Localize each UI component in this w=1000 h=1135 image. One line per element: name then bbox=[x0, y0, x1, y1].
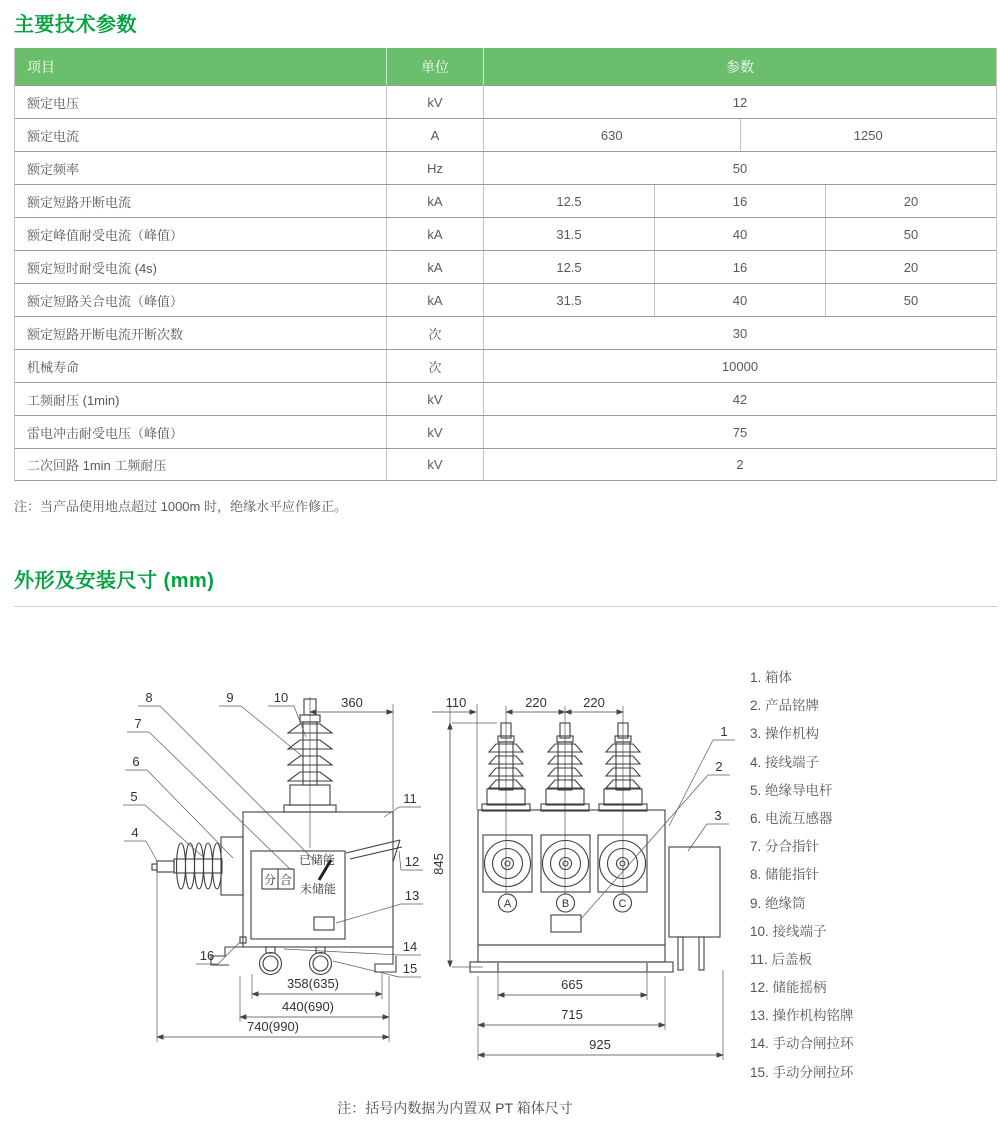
row-value: 1250 bbox=[740, 119, 997, 151]
row-unit: kV bbox=[386, 383, 484, 415]
legend-item: 3. 操作机构 bbox=[750, 726, 820, 742]
phase-a: A bbox=[503, 898, 512, 910]
row-value: 50 bbox=[825, 218, 996, 250]
table-row bbox=[15, 283, 996, 316]
product-nameplate bbox=[551, 915, 581, 932]
row-value: 50 bbox=[825, 284, 996, 316]
col-header-unit: 单位 bbox=[386, 48, 484, 85]
row-unit: kA bbox=[386, 284, 484, 316]
legend-item: 10. 接线端子 bbox=[750, 923, 827, 939]
table-note: 注：当产品使用地点超过 1000m 时，绝缘水平应作修正。 bbox=[14, 499, 347, 514]
right-drawing bbox=[431, 695, 735, 1060]
charging-handle bbox=[346, 840, 402, 862]
row-item: 额定峰值耐受电流（峰值） bbox=[27, 227, 184, 243]
row-value: 30 bbox=[732, 325, 748, 341]
row-item: 工频耐压 (1min) bbox=[27, 392, 120, 408]
col-header-item: 项目 bbox=[27, 58, 55, 75]
row-value: 75 bbox=[732, 424, 748, 440]
section-title-dimensions: 外形及安装尺寸 (mm) bbox=[14, 570, 215, 592]
row-value: 16 bbox=[654, 251, 825, 283]
open-label: 分 bbox=[263, 873, 277, 887]
row-value: 42 bbox=[732, 391, 748, 407]
row-item: 额定电流 bbox=[27, 128, 80, 144]
dim-845: 845 bbox=[431, 853, 446, 875]
callout-1: 1 bbox=[720, 724, 728, 739]
row-value: 40 bbox=[654, 284, 825, 316]
callout-8: 8 bbox=[145, 690, 153, 705]
legend-item: 13. 操作机构铭牌 bbox=[750, 1008, 854, 1024]
table-row bbox=[15, 349, 996, 382]
callout-5: 5 bbox=[130, 789, 138, 804]
base-plate bbox=[470, 962, 673, 972]
row-value: 12 bbox=[732, 94, 748, 110]
row-unit: A bbox=[386, 119, 484, 151]
table-row bbox=[15, 151, 996, 184]
row-value: 40 bbox=[654, 218, 825, 250]
dim-220-1: 220 bbox=[525, 695, 547, 710]
table-header-row bbox=[15, 48, 996, 85]
dim-740: 740(990) bbox=[246, 1019, 300, 1034]
operating-mechanism bbox=[669, 847, 720, 970]
row-value: 31.5 bbox=[556, 226, 582, 242]
dim-925: 925 bbox=[589, 1037, 611, 1052]
callout-10: 10 bbox=[273, 690, 289, 705]
legend-item: 6. 电流互感器 bbox=[750, 810, 833, 826]
row-unit: kA bbox=[386, 251, 484, 283]
table-row bbox=[15, 448, 996, 481]
phase-c: C bbox=[618, 898, 627, 910]
callout-12: 12 bbox=[404, 854, 420, 869]
section-title-tech-params: 主要技术参数 bbox=[14, 14, 137, 36]
ct-window-c bbox=[598, 835, 647, 892]
dim-360: 360 bbox=[341, 695, 363, 710]
table-row bbox=[15, 184, 996, 217]
row-item: 二次回路 1min 工频耐压 bbox=[27, 458, 167, 473]
callout-9: 9 bbox=[226, 690, 234, 705]
callout-2: 2 bbox=[715, 759, 723, 774]
row-value: 12.5 bbox=[556, 193, 582, 209]
legend-item: 15. 手动分闸拉环 bbox=[750, 1064, 854, 1080]
section-divider bbox=[14, 606, 997, 607]
row-value: 630 bbox=[600, 127, 623, 143]
row-value: 20 bbox=[825, 251, 996, 283]
row-value: 10000 bbox=[721, 358, 759, 374]
row-unit: Hz bbox=[386, 152, 484, 184]
row-unit: 次 bbox=[386, 317, 484, 349]
legend-item: 5. 绝缘导电杆 bbox=[750, 782, 833, 798]
dim-715: 715 bbox=[561, 1007, 583, 1022]
callout-3: 3 bbox=[714, 808, 722, 823]
tech-params-table bbox=[14, 48, 997, 481]
row-unit: kV bbox=[386, 86, 484, 118]
ct-window-a bbox=[483, 835, 532, 892]
callout-11: 11 bbox=[403, 791, 417, 806]
table-row bbox=[15, 316, 996, 349]
mechanism-nameplate bbox=[314, 917, 334, 930]
dim-358: 358(635) bbox=[286, 976, 340, 991]
dim-220-2: 220 bbox=[583, 695, 605, 710]
right-callouts bbox=[580, 724, 735, 920]
table-row bbox=[15, 250, 996, 283]
ct-window-b bbox=[541, 835, 590, 892]
right-foot bbox=[375, 947, 396, 972]
row-value: 31.5 bbox=[556, 292, 582, 308]
table-row bbox=[15, 415, 996, 448]
open-close-indicator bbox=[262, 869, 294, 889]
row-value: 20 bbox=[825, 185, 996, 217]
row-unit: 次 bbox=[386, 350, 484, 382]
legend-item: 11. 后盖板 bbox=[750, 951, 813, 967]
drawing-note: 注：括号内数据为内置双 PT 箱体尺寸 bbox=[337, 1100, 573, 1116]
uncharged-label: 未储能 bbox=[299, 882, 337, 896]
row-item: 额定电压 bbox=[27, 95, 80, 111]
legend-item: 1. 箱体 bbox=[750, 670, 793, 685]
row-item: 额定短路开断电流开断次数 bbox=[27, 326, 184, 342]
row-value: 16 bbox=[654, 185, 825, 217]
dim-665: 665 bbox=[561, 977, 583, 992]
dim-110: 110 bbox=[445, 695, 467, 710]
callout-6: 6 bbox=[132, 754, 140, 769]
tank-base-band bbox=[478, 945, 665, 962]
callout-16: 16 bbox=[199, 948, 215, 963]
legend-item: 8. 储能指针 bbox=[750, 867, 820, 883]
outline-drawing bbox=[120, 680, 760, 1080]
legend-item: 7. 分合指针 bbox=[750, 839, 820, 855]
row-value: 2 bbox=[736, 457, 744, 472]
row-unit: kA bbox=[386, 185, 484, 217]
row-value: 12.5 bbox=[556, 259, 582, 275]
left-callouts bbox=[123, 690, 423, 977]
side-bushing bbox=[152, 837, 243, 895]
phase-b: B bbox=[561, 898, 570, 910]
callout-13: 13 bbox=[404, 888, 420, 903]
table-row bbox=[15, 217, 996, 250]
parts-legend bbox=[750, 664, 854, 1087]
legend-item: 14. 手动合闸拉环 bbox=[750, 1036, 854, 1052]
legend-item: 4. 接线端子 bbox=[750, 754, 820, 770]
table-row bbox=[15, 85, 996, 118]
callout-14: 14 bbox=[402, 939, 418, 954]
row-item: 额定频率 bbox=[27, 161, 80, 177]
callout-4: 4 bbox=[131, 825, 139, 840]
table-row bbox=[15, 382, 996, 415]
phase-labels bbox=[499, 894, 632, 912]
row-item: 机械寿命 bbox=[27, 359, 80, 375]
row-item: 额定短路开断电流 bbox=[27, 194, 132, 210]
callout-7: 7 bbox=[134, 716, 142, 731]
close-label: 合 bbox=[279, 873, 293, 887]
col-header-param: 参数 bbox=[726, 58, 754, 75]
dim-440: 440(690) bbox=[281, 999, 335, 1014]
callout-15: 15 bbox=[402, 961, 418, 976]
row-unit: kA bbox=[386, 218, 484, 250]
legend-item: 12. 储能摇柄 bbox=[750, 980, 827, 996]
row-item: 额定短路关合电流（峰值） bbox=[27, 293, 184, 309]
row-unit: kV bbox=[386, 416, 484, 448]
legend-item: 2. 产品铭牌 bbox=[750, 698, 820, 714]
row-item: 额定短时耐受电流 (4s) bbox=[27, 260, 158, 276]
left-drawing bbox=[123, 690, 423, 1042]
charged-label: 已储能 bbox=[298, 853, 336, 867]
left-foot bbox=[211, 947, 243, 965]
row-unit: kV bbox=[386, 449, 484, 480]
row-item: 雷电冲击耐受电压（峰值） bbox=[27, 425, 184, 441]
table-row bbox=[15, 118, 996, 151]
legend-item: 9. 绝缘筒 bbox=[750, 895, 806, 911]
row-value: 50 bbox=[732, 160, 748, 176]
